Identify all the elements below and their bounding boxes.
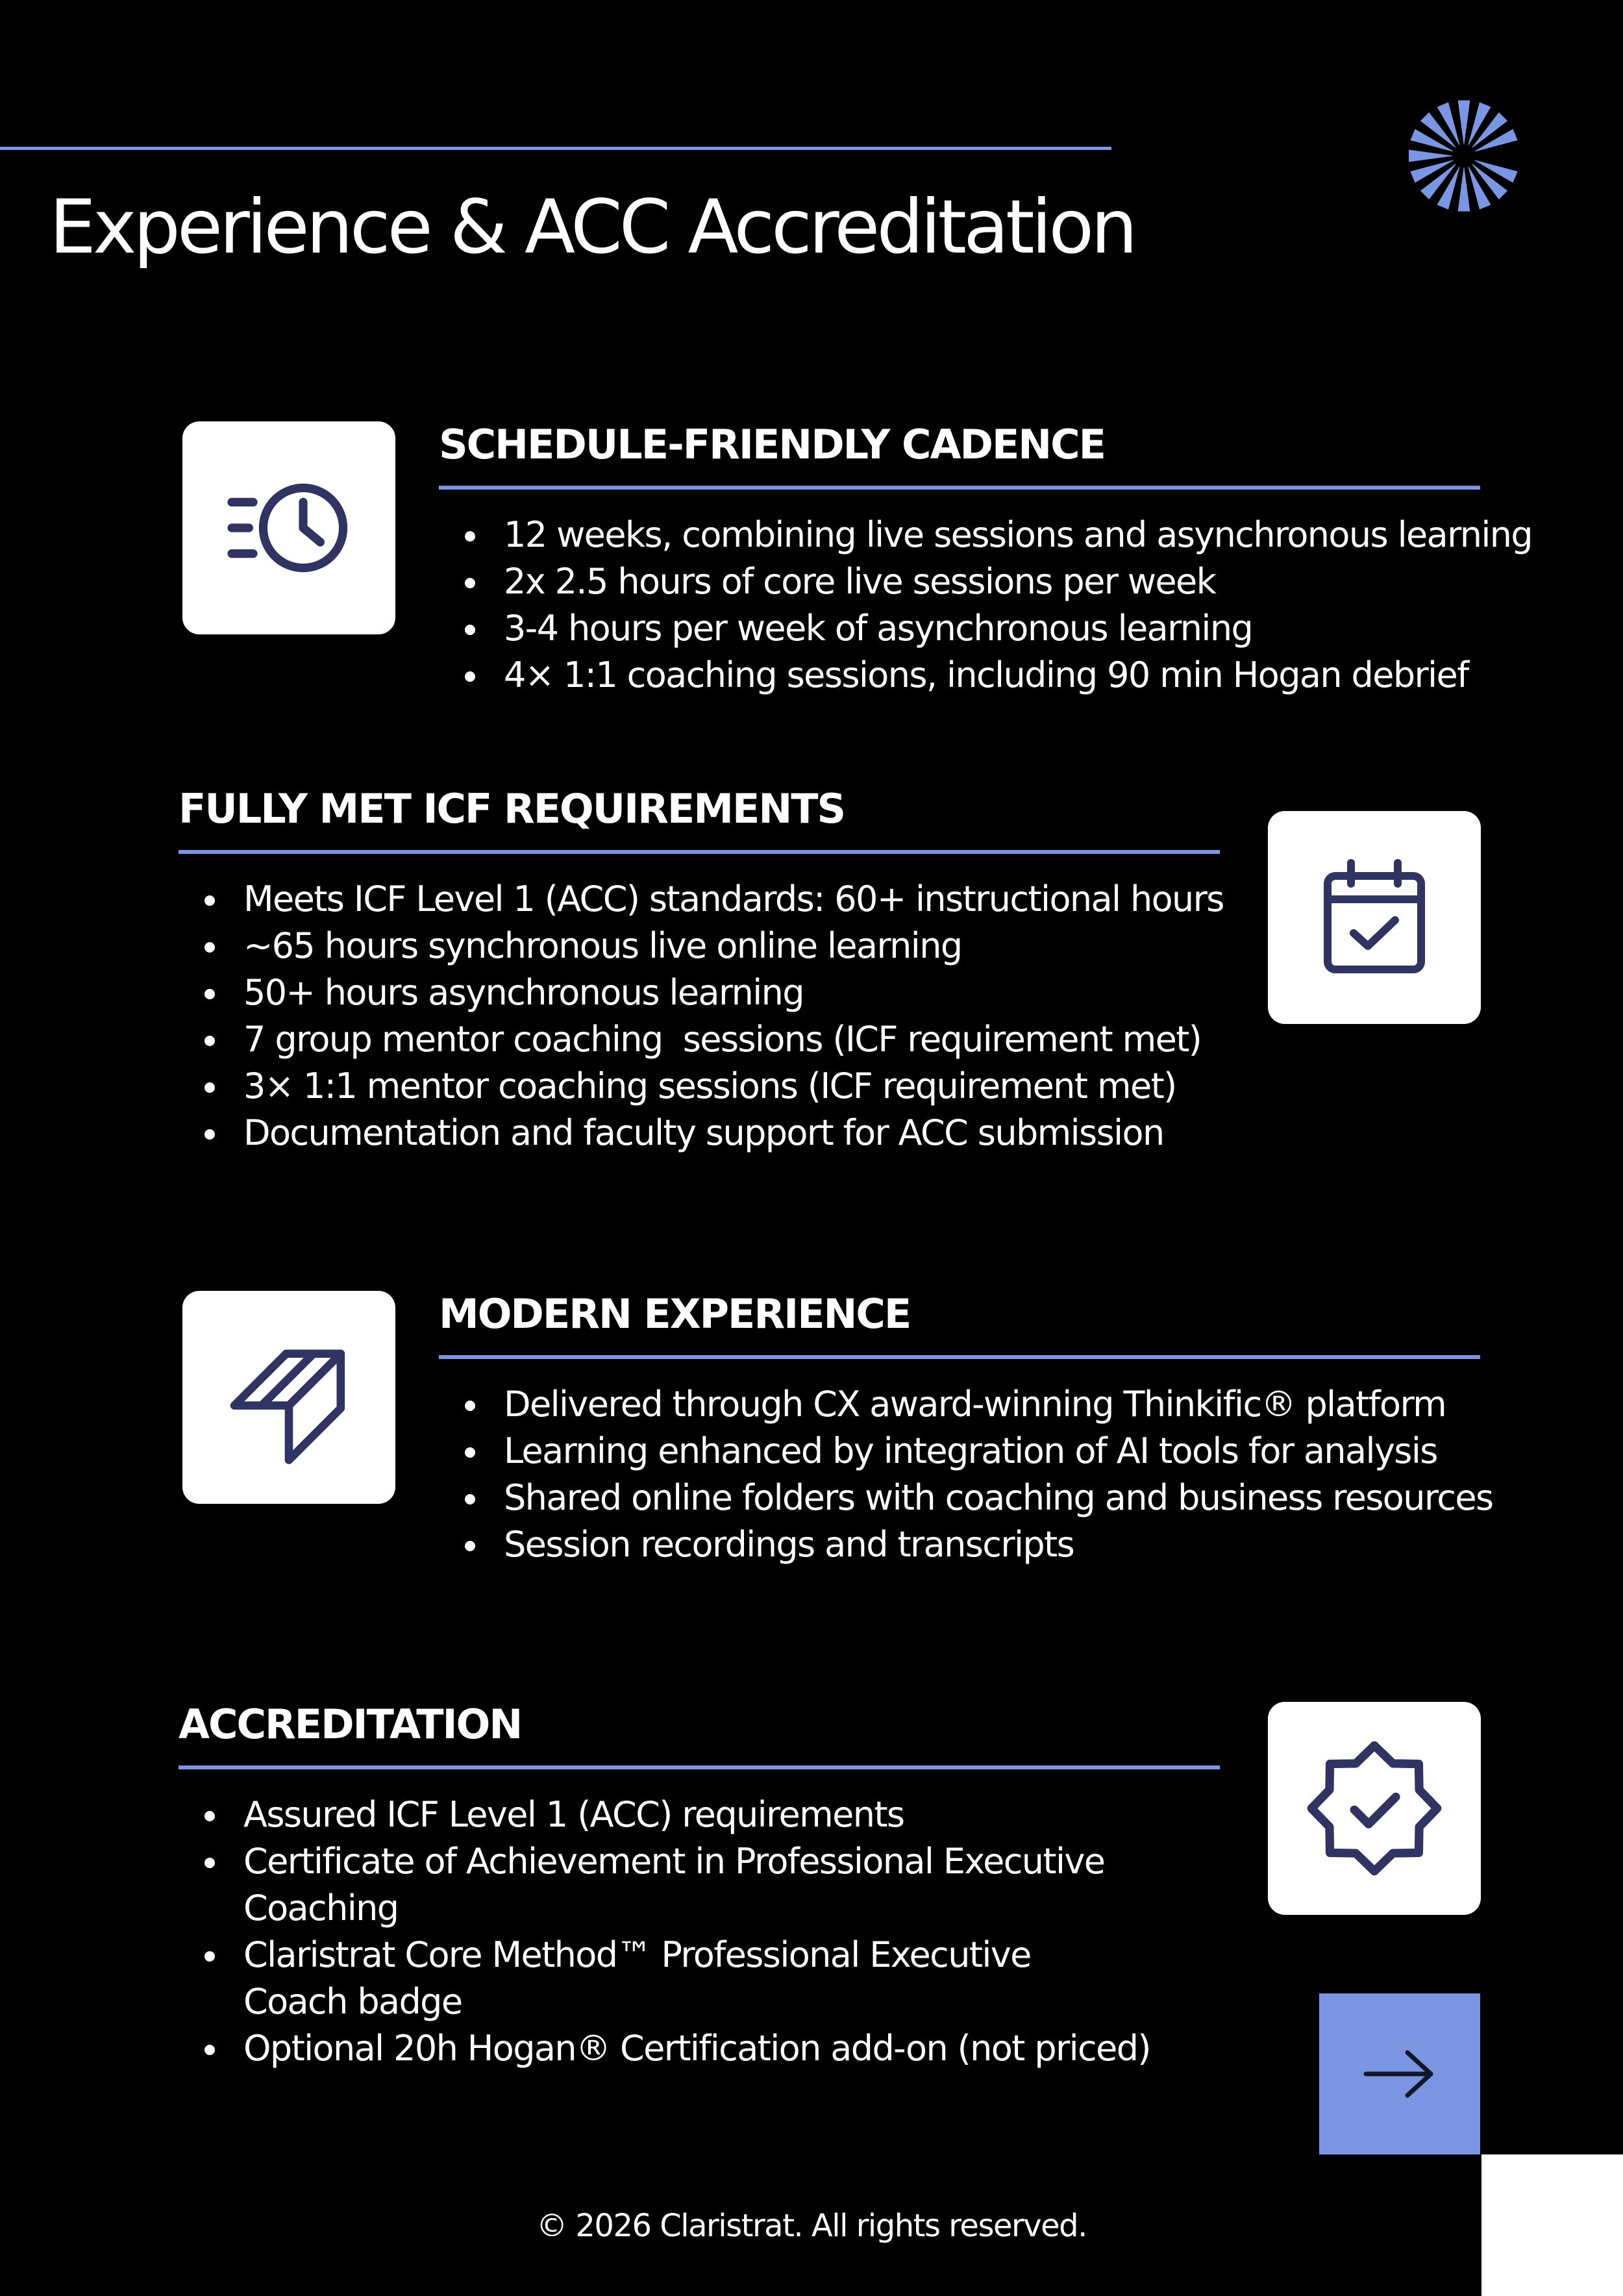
list-item: ~65 hours synchronous live online learning [179, 923, 1220, 969]
list-item: Delivered through CX award-winning Thinkific® platform [439, 1381, 1480, 1428]
arrow-right-icon [1361, 2045, 1439, 2103]
page-title: Experience & ACC Accreditation [49, 184, 1135, 270]
clock-speed-icon [182, 421, 395, 634]
bullet-list [439, 512, 1533, 699]
section-heading: ACCREDITATION [179, 1695, 1220, 1769]
section-heading: MODERN EXPERIENCE [439, 1285, 1480, 1359]
section-icf-requirements [179, 780, 1224, 1156]
next-page-button[interactable] [1319, 1993, 1480, 2154]
logo-ray [1458, 101, 1470, 145]
list-item: Certificate of Achievement in Professional Executive Coaching [179, 1838, 1113, 1932]
claristrat-starburst-logo [1409, 91, 1519, 221]
arrow-up-right-icon [182, 1291, 395, 1504]
list-item: 7 group mentor coaching sessions (ICF requirement met) [179, 1016, 1220, 1063]
list-item: Learning enhanced by integration of AI tools for analysis [439, 1428, 1480, 1475]
list-item: Session recordings and transcripts [439, 1521, 1480, 1568]
list-item: Documentation and faculty support for ACC submission [179, 1110, 1220, 1156]
title-rule [0, 147, 1111, 150]
section-heading: SCHEDULE-FRIENDLY CADENCE [439, 416, 1480, 490]
logo-ray [1409, 150, 1452, 162]
logo-ray [1458, 168, 1470, 212]
list-item: 3× 1:1 mentor coaching sessions (ICF requirement met) [179, 1063, 1220, 1110]
section-modern-experience [439, 1285, 1493, 1568]
list-item: Shared online folders with coaching and business resources [439, 1475, 1480, 1521]
list-item: Assured ICF Level 1 (ACC) requirements [179, 1791, 1113, 1838]
footer-copyright: © 2026 Claristrat. All rights reserved. [536, 2208, 1087, 2244]
list-item: 12 weeks, combining live sessions and asynchronous learning [439, 512, 1480, 558]
list-item: Meets ICF Level 1 (ACC) standards: 60+ instructional hours [179, 876, 1220, 923]
section-accreditation [179, 1695, 1220, 2072]
badge-check-icon [1268, 1702, 1481, 1915]
list-item: 50+ hours asynchronous learning [179, 969, 1220, 1016]
section-heading: FULLY MET ICF REQUIREMENTS [179, 780, 1220, 854]
list-item: Claristrat Core Method™ Professional Executive Coach badge [179, 1932, 1113, 2025]
list-item: 4× 1:1 coaching sessions, including 90 min Hogan debrief [439, 652, 1480, 699]
list-item: Optional 20h Hogan® Certification add-on (not priced) [179, 2025, 1113, 2072]
section-schedule-cadence [439, 416, 1533, 699]
bullet-list [179, 1791, 1150, 2072]
calendar-check-icon [1268, 811, 1481, 1024]
list-item: 3-4 hours per week of asynchronous learning [439, 605, 1480, 652]
bullet-list [439, 1381, 1493, 1568]
bullet-list [179, 876, 1224, 1156]
list-item: 2x 2.5 hours of core live sessions per week [439, 558, 1480, 605]
